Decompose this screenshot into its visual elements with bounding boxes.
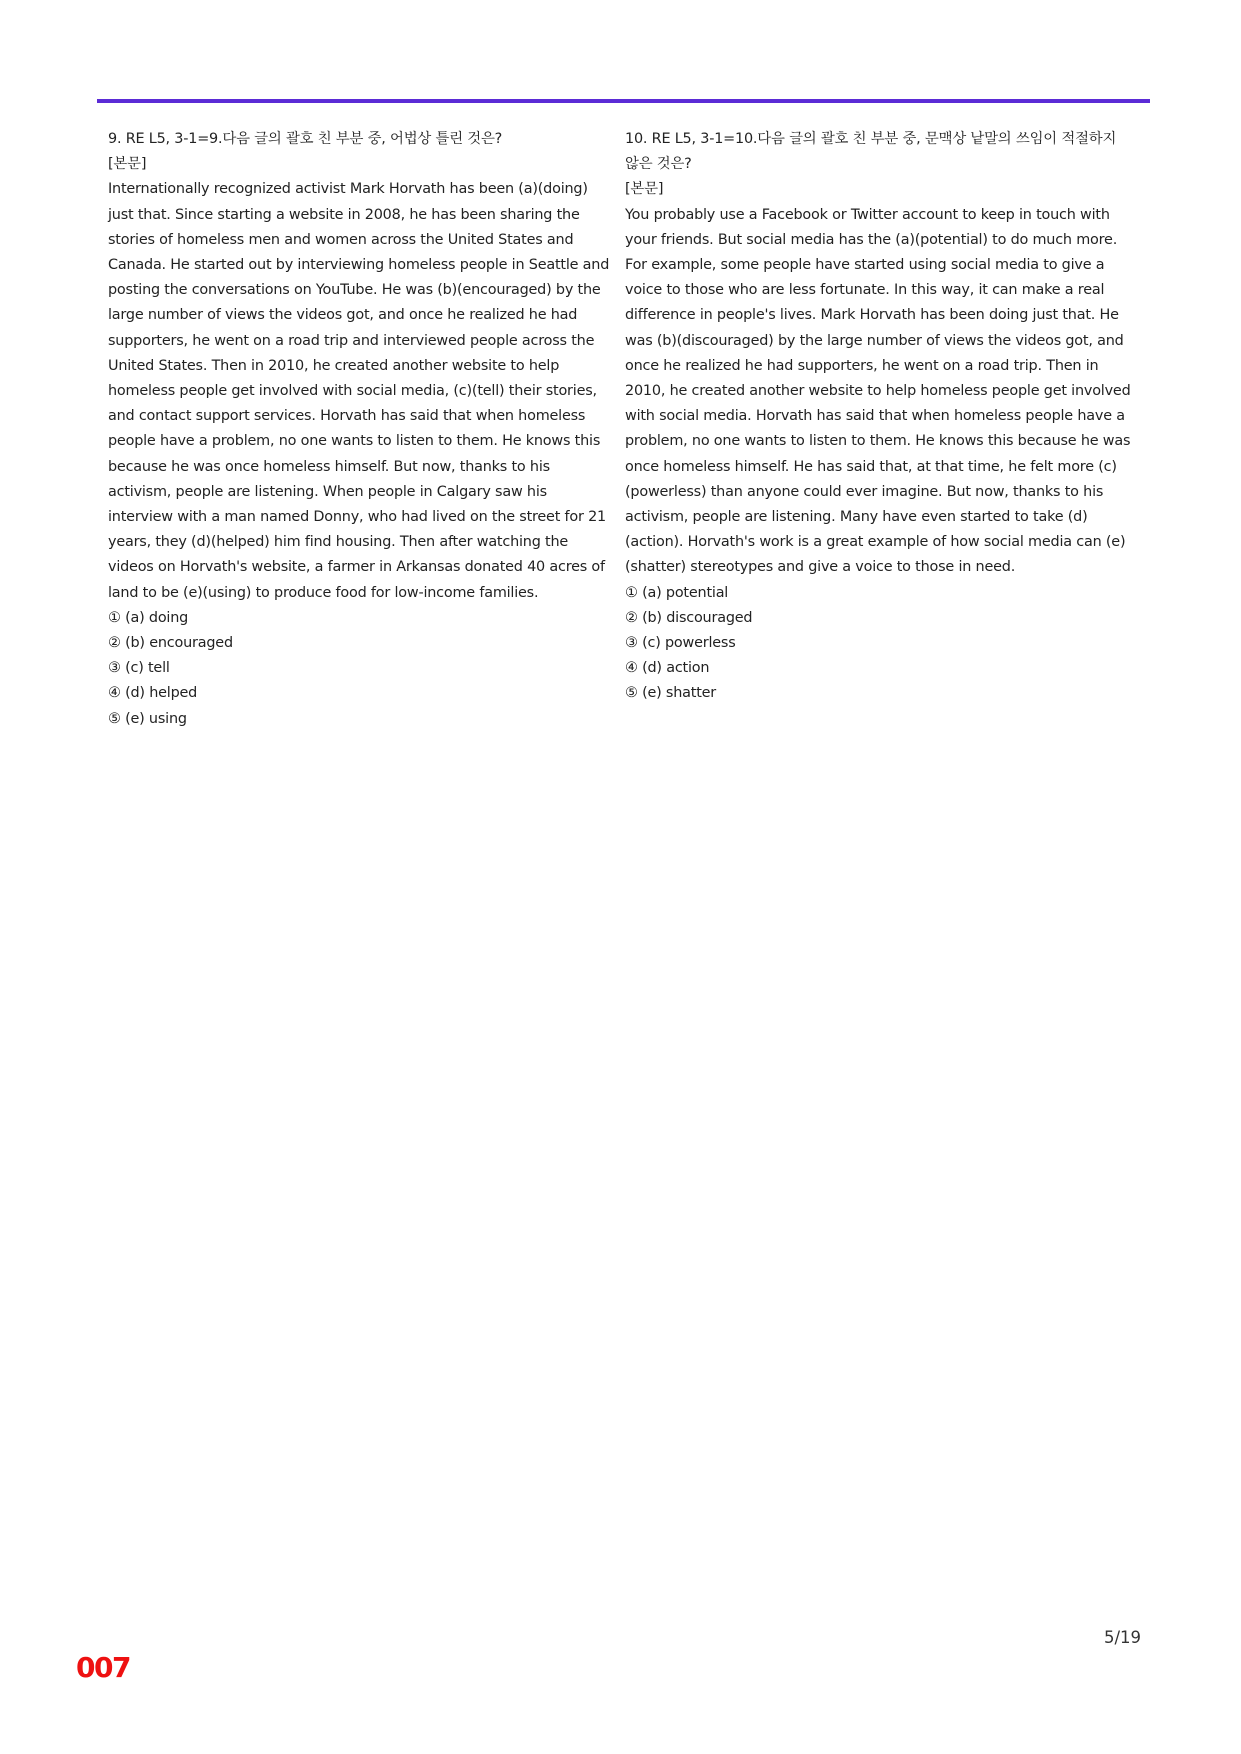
answer-option: ③ (c) tell xyxy=(108,660,170,677)
brand-logo: 007 xyxy=(76,1651,130,1684)
question-title: 10. RE L5, 3-1=10.다음 글의 괄호 친 부분 중, 문맥상 낱말의 쓰임이 적절하지 않은 것은? xyxy=(625,131,1117,173)
page-number: 5/19 xyxy=(1104,1628,1142,1647)
answer-options xyxy=(108,606,616,732)
answer-option: ② (b) encouraged xyxy=(108,635,233,652)
answer-option: ⑤ (e) shatter xyxy=(625,685,717,702)
answer-option: ④ (d) helped xyxy=(108,685,198,702)
answer-option: ② (b) discouraged xyxy=(625,609,753,626)
answer-option: ③ (c) powerless xyxy=(625,635,736,652)
question-title: 9. RE L5, 3-1=9.다음 글의 괄호 친 부분 중, 어법상 틀린 것은? xyxy=(108,131,503,147)
answer-option: ① (a) doing xyxy=(108,609,189,626)
section-label: [본문] xyxy=(108,156,147,173)
header-divider xyxy=(97,99,1150,103)
question-9 xyxy=(108,127,616,732)
question-10 xyxy=(625,127,1133,707)
answer-option: ④ (d) action xyxy=(625,660,710,677)
passage-text: You probably use a Facebook or Twitter account to keep in touch with your friends. But social media has the (a)(potential) to do much more. For example, some people have started using social media to give a voice to those who are less fortunate. In this way, it can make a real difference in people's lives. Mark Horvath has been doing just that. He was (b)(discouraged) by the large number of views the videos got, and once he realized he had supporters, he went on a road trip. Then in 2010, he created another website to help homeless people get involved with social media. Horvath has said that when homeless people have a problem, no one wants to listen to them. He knows this because he was once homeless himself. He has said that, at that time, he felt more (c)(powerless) than anyone could ever imagine. But now, thanks to his activism, people are listening. Many have even started to take (d)(action). Horvath's work is a great example of how social media can (e)(shatter) stereotypes and give a voice to those in need. xyxy=(625,206,1131,576)
answer-option: ① (a) potential xyxy=(625,584,729,601)
section-label: [본문] xyxy=(625,181,664,198)
passage-text: Internationally recognized activist Mark Horvath has been (a)(doing) just that. Since starting a website in 2008, he has been sharing the stories of homeless men and women across the United States and Canada. He started out by interviewing homeless people in Seattle and posting the conversations on YouTube. He was (b)(encouraged) by the large number of views the videos got, and once he realized he had supporters, he went on a road trip and interviewed people across the United States. Then in 2010, he created another website to help homeless people get involved with social media, (c)(tell) their stories, and contact support services. Horvath has said that when homeless people have a problem, no one wants to listen to them. He knows this because he was once homeless himself. But now, thanks to his activism, people are listening. When people in Calgary saw his interview with a man named Donny, who had lived on the street for 21 years, they (d)(helped) him find housing. Then after watching the videos on Horvath's website, a farmer in Arkansas donated 40 acres of land to be (e)(using) to produce food for low-income families. xyxy=(108,181,610,601)
answer-options xyxy=(625,581,1133,707)
answer-option: ⑤ (e) using xyxy=(108,710,187,727)
